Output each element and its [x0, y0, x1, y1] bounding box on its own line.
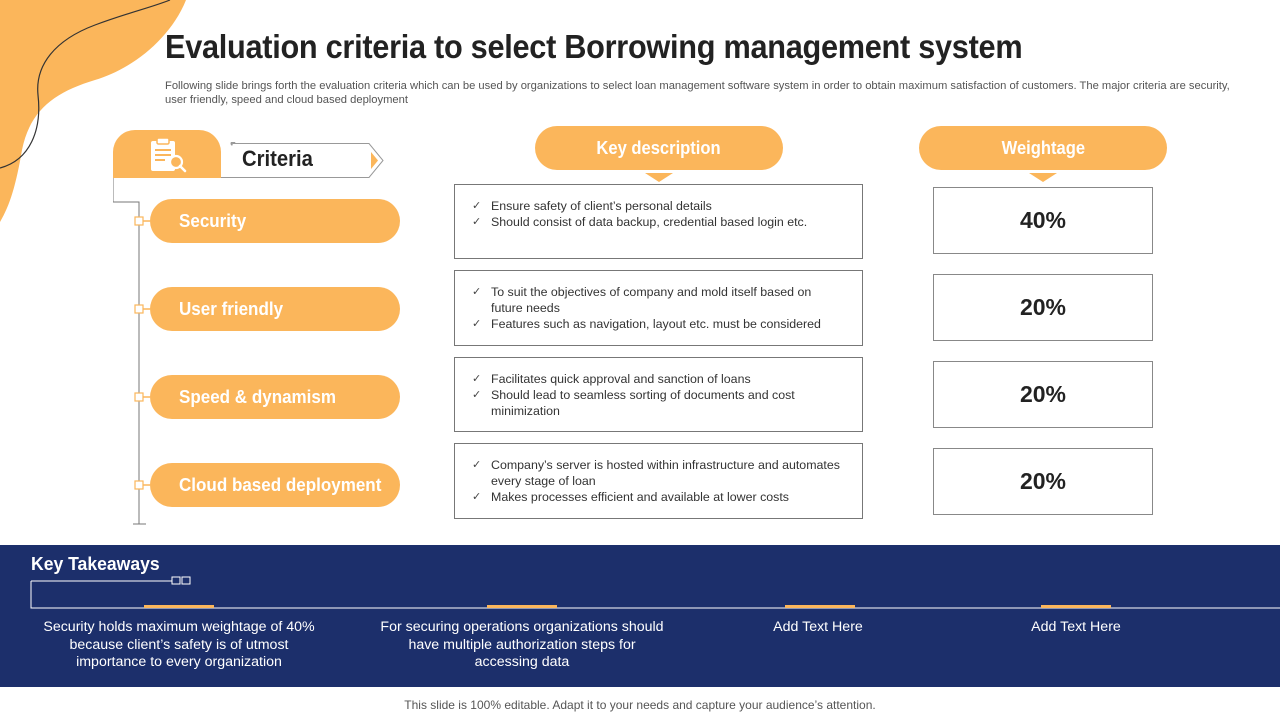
weightage-box [933, 274, 1153, 341]
takeaway-text: Add Text Here [773, 619, 863, 635]
column-header-label: Weightage [1001, 137, 1085, 158]
description-point: ✓ Should lead to seamless sorting of documents and cost minimization [471, 387, 846, 419]
criterion-pill-security [150, 199, 400, 243]
weightage-value: 20% [1019, 294, 1067, 320]
takeaway-accent-bar [487, 605, 557, 608]
clipboard-search-icon [149, 137, 187, 173]
criterion-pill-speed [150, 375, 400, 419]
criterion-pill-user-friendly [150, 287, 400, 331]
weightage-value: 20% [1019, 468, 1067, 494]
description-point: ✓ Should consist of data backup, credential based login etc. [471, 214, 846, 230]
description-point: ✓ Ensure safety of client’s personal details [471, 198, 846, 214]
takeaway-text: For securing operations organizations should have multiple authorization steps for accessing data [380, 619, 664, 670]
weightage-arrow [1029, 173, 1057, 182]
description-point: ✓ Company’s server is hosted within infrastructure and automates every stage of loan [471, 457, 846, 489]
description-box [454, 443, 863, 519]
takeaway-accent-bar [1041, 605, 1111, 608]
takeaway-accent-bar [785, 605, 855, 608]
description-point: ✓ Makes processes efficient and available at lower costs [471, 489, 846, 505]
description-box [454, 270, 863, 346]
description-point: ✓ Features such as navigation, layout etc. must be considered [471, 316, 846, 332]
weightage-box [933, 361, 1153, 428]
criterion-label: Cloud based deployment [179, 474, 382, 495]
footer-note: This slide is 100% editable. Adapt it to your needs and capture your audience’s attention. [404, 698, 876, 712]
takeaway-text: Security holds maximum weightage of 40% because client’s safety is of utmost importance to every organization [43, 619, 315, 670]
column-header-label: Key description [596, 137, 722, 158]
key-description-arrow [645, 173, 673, 182]
key-description-header [535, 126, 783, 170]
weightage-value: 20% [1019, 381, 1067, 407]
key-takeaways-title: Key Takeaways [31, 553, 160, 574]
description-box [454, 184, 863, 259]
page-subtitle: Following slide brings forth the evaluation criteria which can be used by organizations to select loan management software system in order to obtain maximum satisfaction of customers. The major criteria are security, user friendly, speed and cloud based deployment [165, 80, 1230, 106]
page-title: Evaluation criteria to select Borrowing management system [165, 28, 1023, 65]
criteria-label: Criteria [242, 146, 313, 171]
criterion-label: User friendly [179, 298, 284, 319]
criterion-label: Speed & dynamism [179, 386, 337, 407]
description-point: ✓ To suit the objectives of company and mold itself based on future needs [471, 284, 846, 316]
criterion-label: Security [179, 210, 247, 231]
weightage-box [933, 448, 1153, 515]
weightage-box [933, 187, 1153, 254]
weightage-header [919, 126, 1167, 170]
takeaway-text: Add Text Here [1031, 619, 1121, 635]
criteria-icon-tab [113, 130, 221, 178]
description-point: ✓ Facilitates quick approval and sanction of loans [471, 371, 846, 387]
criterion-pill-cloud [150, 463, 400, 507]
description-box [454, 357, 863, 432]
takeaway-accent-bar [144, 605, 214, 608]
weightage-value: 40% [1019, 207, 1067, 233]
